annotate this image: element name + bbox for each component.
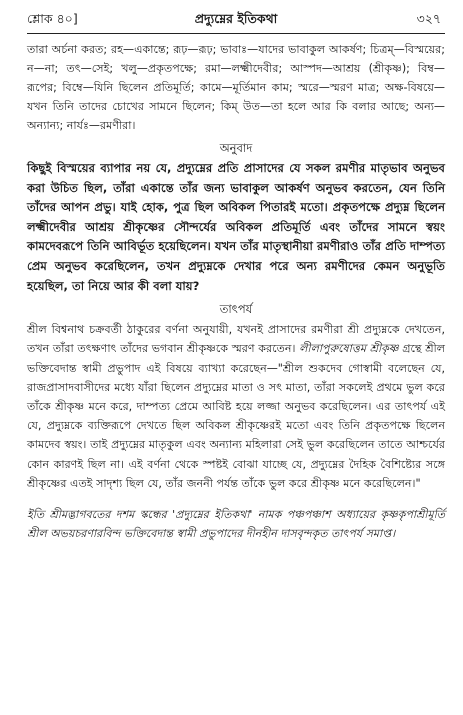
- verse-reference: শ্লোক ৪০]: [27, 11, 78, 26]
- translation-heading: অনুবাদ: [219, 141, 253, 155]
- header-divider: [27, 33, 445, 34]
- purport-heading: তাৎপর্য: [219, 302, 253, 317]
- purport-text-2: গ্রন্থে শ্রীল ভক্তিবেদান্ত স্বামী প্রভুপাদ এই বিষয়ে ব্যাখ্যা করেছেন—"শ্রীল শুকদেব গোস্বামী বলেছেন যে, রাজপ্রাসাদবাসীদের মধ্যে যাঁরা ছিলেন প্রদ্যুম্নের মাতা ও সৎ মাতা, তাঁরা সকলেই প্রথমে ভুল করে তাঁকে শ্রীকৃষ্ণ মনে করে, দাম্পত্য প্রেমে আবিষ্ট হয়ে লজ্জা অনুভব করেছিলেন। এর তাৎপর্য এই যে, প্রদ্যুম্নকে ব্যক্তিরূপে দেখতে ছিল অবিকল শ্রীকৃষ্ণেরই মতো এবং তিনি প্রকৃতপক্ষে ছিলেন কামদেব স্বয়ং। তাই প্রদ্যুম্নের মাতৃকুল এবং অন্যান্য মহিলারা সেই ভুল করেছিলেন তাতে আশ্চর্যের কোন কারণই ছিল না। এই বর্ণনা থেকে স্পষ্টই বোঝা যাচ্ছে যে, প্রদ্যুম্নের দৈহিক বৈশিষ্ট্যের সঙ্গে শ্রীকৃষ্ণের এতই সাদৃশ্য ছিল যে, তাঁর জননী পর্যন্ত তাঁকে ভুল করে শ্রীকৃষ্ণ মনে করেছিলেন।": [27, 342, 446, 490]
- translation-paragraph: কিছুই বিস্ময়ের ব্যাপার নয় যে, প্রদ্যুম্নের প্রতি প্রাসাদের যে সকল রমণীর মাতৃভাব অনুভব করা উচিত ছিল, তাঁরা একান্তে তাঁর জন্য ভাবাকুল আকর্ষণ অনুভব করতেন, যেন তিনি তাঁদের আপন প্রভু। যাই হোক, পুত্র ছিল অবিকল পিতারই মতো। প্রকৃতপক্ষে প্রদ্যুম্ন ছিলেন লক্ষ্মীদেবীর আশ্রয় শ্রীকৃষ্ণের সৌন্দর্যের অবিকল প্রতিমূর্তি এবং তাঁদের সামনে স্বয়ং কামদেবরূপে তিনি আবির্ভূত হয়েছিলেন। যখন তাঁর মাতৃস্থানীয়া রমণীরাও তাঁর প্রতি দাম্পত্য প্রেম অনুভব করেছিলেন, তখন প্রদ্যুম্নকে দেখার পরে অন্য রমণীদের কেমন অনুভূতি হয়েছিল, তা নিয়ে আর কী বলা যায়?: [27, 161, 445, 293]
- chapter-closing: ইতি শ্রীমদ্ভাগবতের দশম স্কন্ধের 'প্রদ্যুম্নের ইতিকথা' নামক পঞ্চপঞ্চাশ অধ্যায়ের কৃষ্ণকৃপাশ্রীমূর্তি শ্রীল অভয়চরণারবিন্দ ভক্তিবেদান্ত স্বামী প্রভুপাদের দীনহীন দাসবৃন্দকৃত তাৎপর্য সমাপ্ত।: [27, 507, 445, 540]
- page-header: [27, 6, 445, 32]
- page-number: ৩২৭: [416, 11, 441, 26]
- synonyms-paragraph: তারা অর্চনা করত; রহ—একান্তে; রূঢ়—রূঢ়; ভাবাঃ—যাদের ভাবাকুল আকর্ষণ; চিত্রম্—বিস্ময়ের; ন—না; তৎ—সেই; খলু—প্রকৃতপক্ষে; রমা—লক্ষ্মীদেবীর; আস্পদ—আশ্রয় (শ্রীকৃষ্ণ); বিম্ব—রূপের; বিম্বে—যিনি ছিলেন প্রতিমূর্তি; কামে—মূর্তিমান কাম; স্মরে—স্মরণ মাত্র; অক্ষ-বিষয়ে—যখন তিনি তাদের চোখের সামনে ছিলেন; কিম্ উত—তা হলে আর কি বলার আছে; অন্য—অন্যান্য; নার্যঃ—রমণীরা।: [27, 43, 445, 132]
- chapter-title: প্রদ্যুম্নের ইতিকথা: [194, 11, 278, 26]
- purport-text-1: শ্রীল বিশ্বনাথ চক্রবর্তী ঠাকুরের বর্ণনা অনুযায়ী, যখনই প্রাসাদের রমণীরা শ্রী প্রদ্যুম্নকে দেখতেন, তখন তাঁরা তৎক্ষণাৎ তাঁদের ভগবান শ্রীকৃষ্ণকে স্মরণ করতেন।: [27, 323, 445, 356]
- book-title: লীলাপুরুষোত্তম শ্রীকৃষ্ণ: [299, 342, 399, 356]
- purport-paragraph: [27, 320, 445, 493]
- book-page: [27, 6, 445, 543]
